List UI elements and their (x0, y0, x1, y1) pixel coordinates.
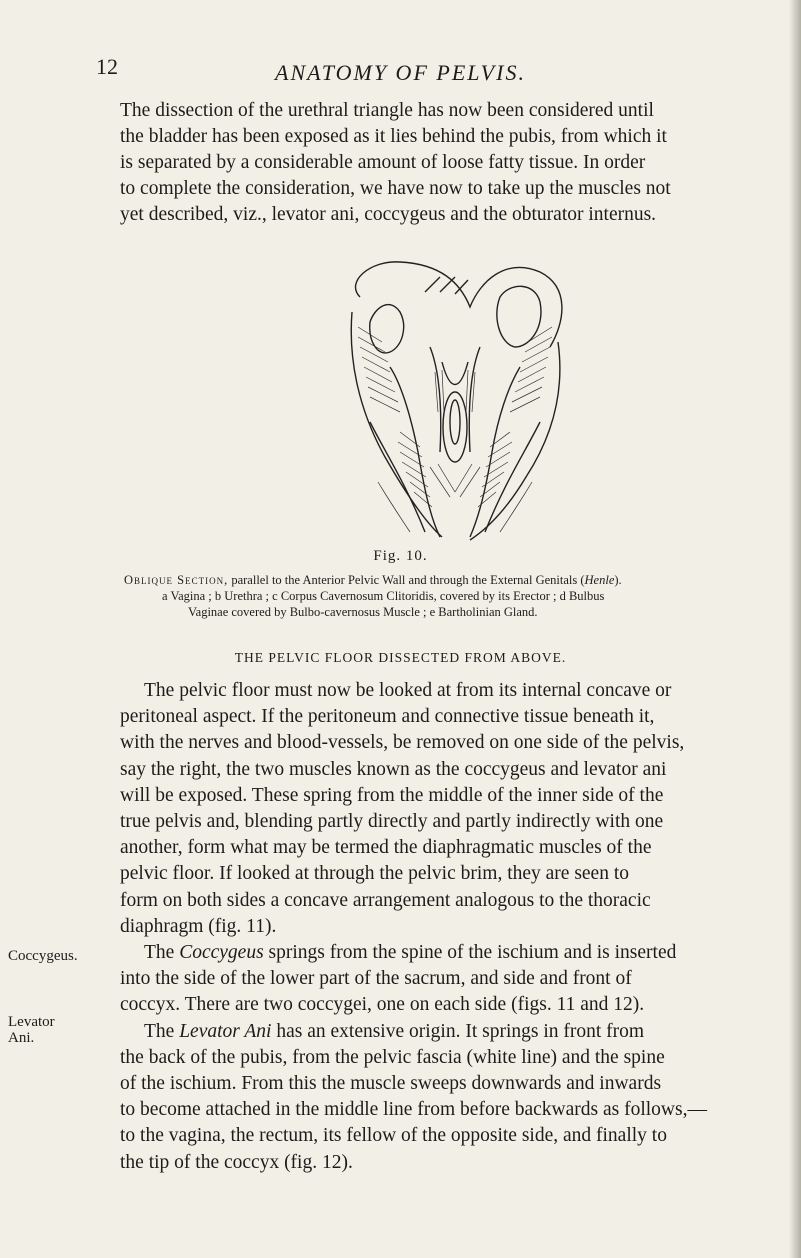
page-number: 12 (96, 54, 118, 79)
text-line: diaphragm (fig. 11). (120, 915, 277, 937)
text-line: The dissection of the urethral triangle has now been considered until (120, 100, 654, 121)
running-head: ANATOMY OF PELVIS. (275, 60, 526, 85)
text-run: The (144, 942, 180, 964)
text-line: of the ischium. From this the muscle sweeps downwards and inwards (120, 1073, 662, 1095)
caption-text: parallel to the Anterior Pelvic Wall and through the External Genitals ( (228, 573, 585, 587)
text-line: to become attached in the middle line from before backwards as follows,— (120, 1099, 707, 1121)
margin-note-levator-line1: Levator (8, 1014, 55, 1030)
page-edge-shadow (789, 0, 801, 1258)
pelvic-section-engraving (330, 252, 580, 542)
figure-title: Fig. 10. (373, 548, 428, 564)
caption-line: a Vagina ; b Urethra ; c Corpus Cavernosum Clitoridis, covered by its Erector ; d Bulbus (162, 589, 605, 603)
text-line: to complete the consideration, we have now to take up the muscles not (120, 178, 671, 199)
text-run: The (144, 1020, 180, 1042)
text-line: form on both sides a concave arrangement analogous to the thoracic (120, 889, 651, 911)
term-levator-ani: Levator Ani (179, 1020, 272, 1042)
margin-note-coccygeus: Coccygeus. (8, 948, 78, 964)
text-line: with the nerves and blood-vessels, be removed on one side of the pelvis, (120, 732, 685, 754)
figure-caption (124, 572, 774, 620)
text-line: the bladder has been exposed as it lies behind the pubis, from which it (120, 126, 667, 147)
text-run: springs from the spine of the ischium and is inserted (263, 942, 677, 964)
term-coccygeus: Coccygeus (179, 942, 264, 964)
text-line: pelvic floor. If looked at through the pelvic brim, they are seen to (120, 863, 630, 885)
text-line: is separated by a considerable amount of loose fatty tissue. In order (120, 152, 646, 173)
text-line: the tip of the coccyx (fig. 12). (120, 1151, 353, 1173)
caption-source: Henle (584, 573, 615, 587)
text-line: into the side of the lower part of the sacrum, and side and front of (120, 968, 632, 990)
text-line: to the vagina, the rectum, its fellow of the opposite side, and finally to (120, 1125, 667, 1147)
text-line: another, form what may be termed the diaphragmatic muscles of the (120, 837, 652, 859)
anatomical-illustration (330, 252, 580, 542)
text-line: yet described, viz., levator ani, coccygeus and the obturator internus. (120, 204, 657, 225)
text-line: The pelvic floor must now be looked at from its internal concave or (144, 680, 672, 701)
caption-line: Vaginae covered by Bulbo-cavernosus Muscle ; e Bartholinian Gland. (188, 605, 538, 619)
caption-line (124, 572, 774, 588)
text-line: will be exposed. These spring from the middle of the inner side of the (120, 784, 664, 806)
text-line: true pelvis and, blending partly directly and partly indirectly with one (120, 811, 664, 833)
margin-note-levator-line2: Ani. (8, 1030, 35, 1046)
text-line: say the right, the two muscles known as the coccygeus and levator ani (120, 758, 667, 780)
text-line: peritoneal aspect. If the peritoneum and connective tissue beneath it, (120, 706, 655, 728)
caption-text: ). (614, 573, 622, 587)
text-line: coccyx. There are two coccygei, one on each side (figs. 11 and 12). (120, 994, 645, 1016)
intro-paragraph (120, 98, 770, 228)
text-run: has an extensive origin. It springs in front from (271, 1020, 645, 1042)
caption-lead: Oblique Section, (124, 573, 229, 587)
text-line: the back of the pubis, from the pelvic fascia (white line) and the spine (120, 1046, 665, 1068)
text-line (120, 1019, 770, 1045)
body-text (120, 678, 770, 1176)
section-heading: THE PELVIC FLOOR DISSECTED FROM ABOVE. (234, 650, 567, 665)
text-line (120, 940, 770, 966)
